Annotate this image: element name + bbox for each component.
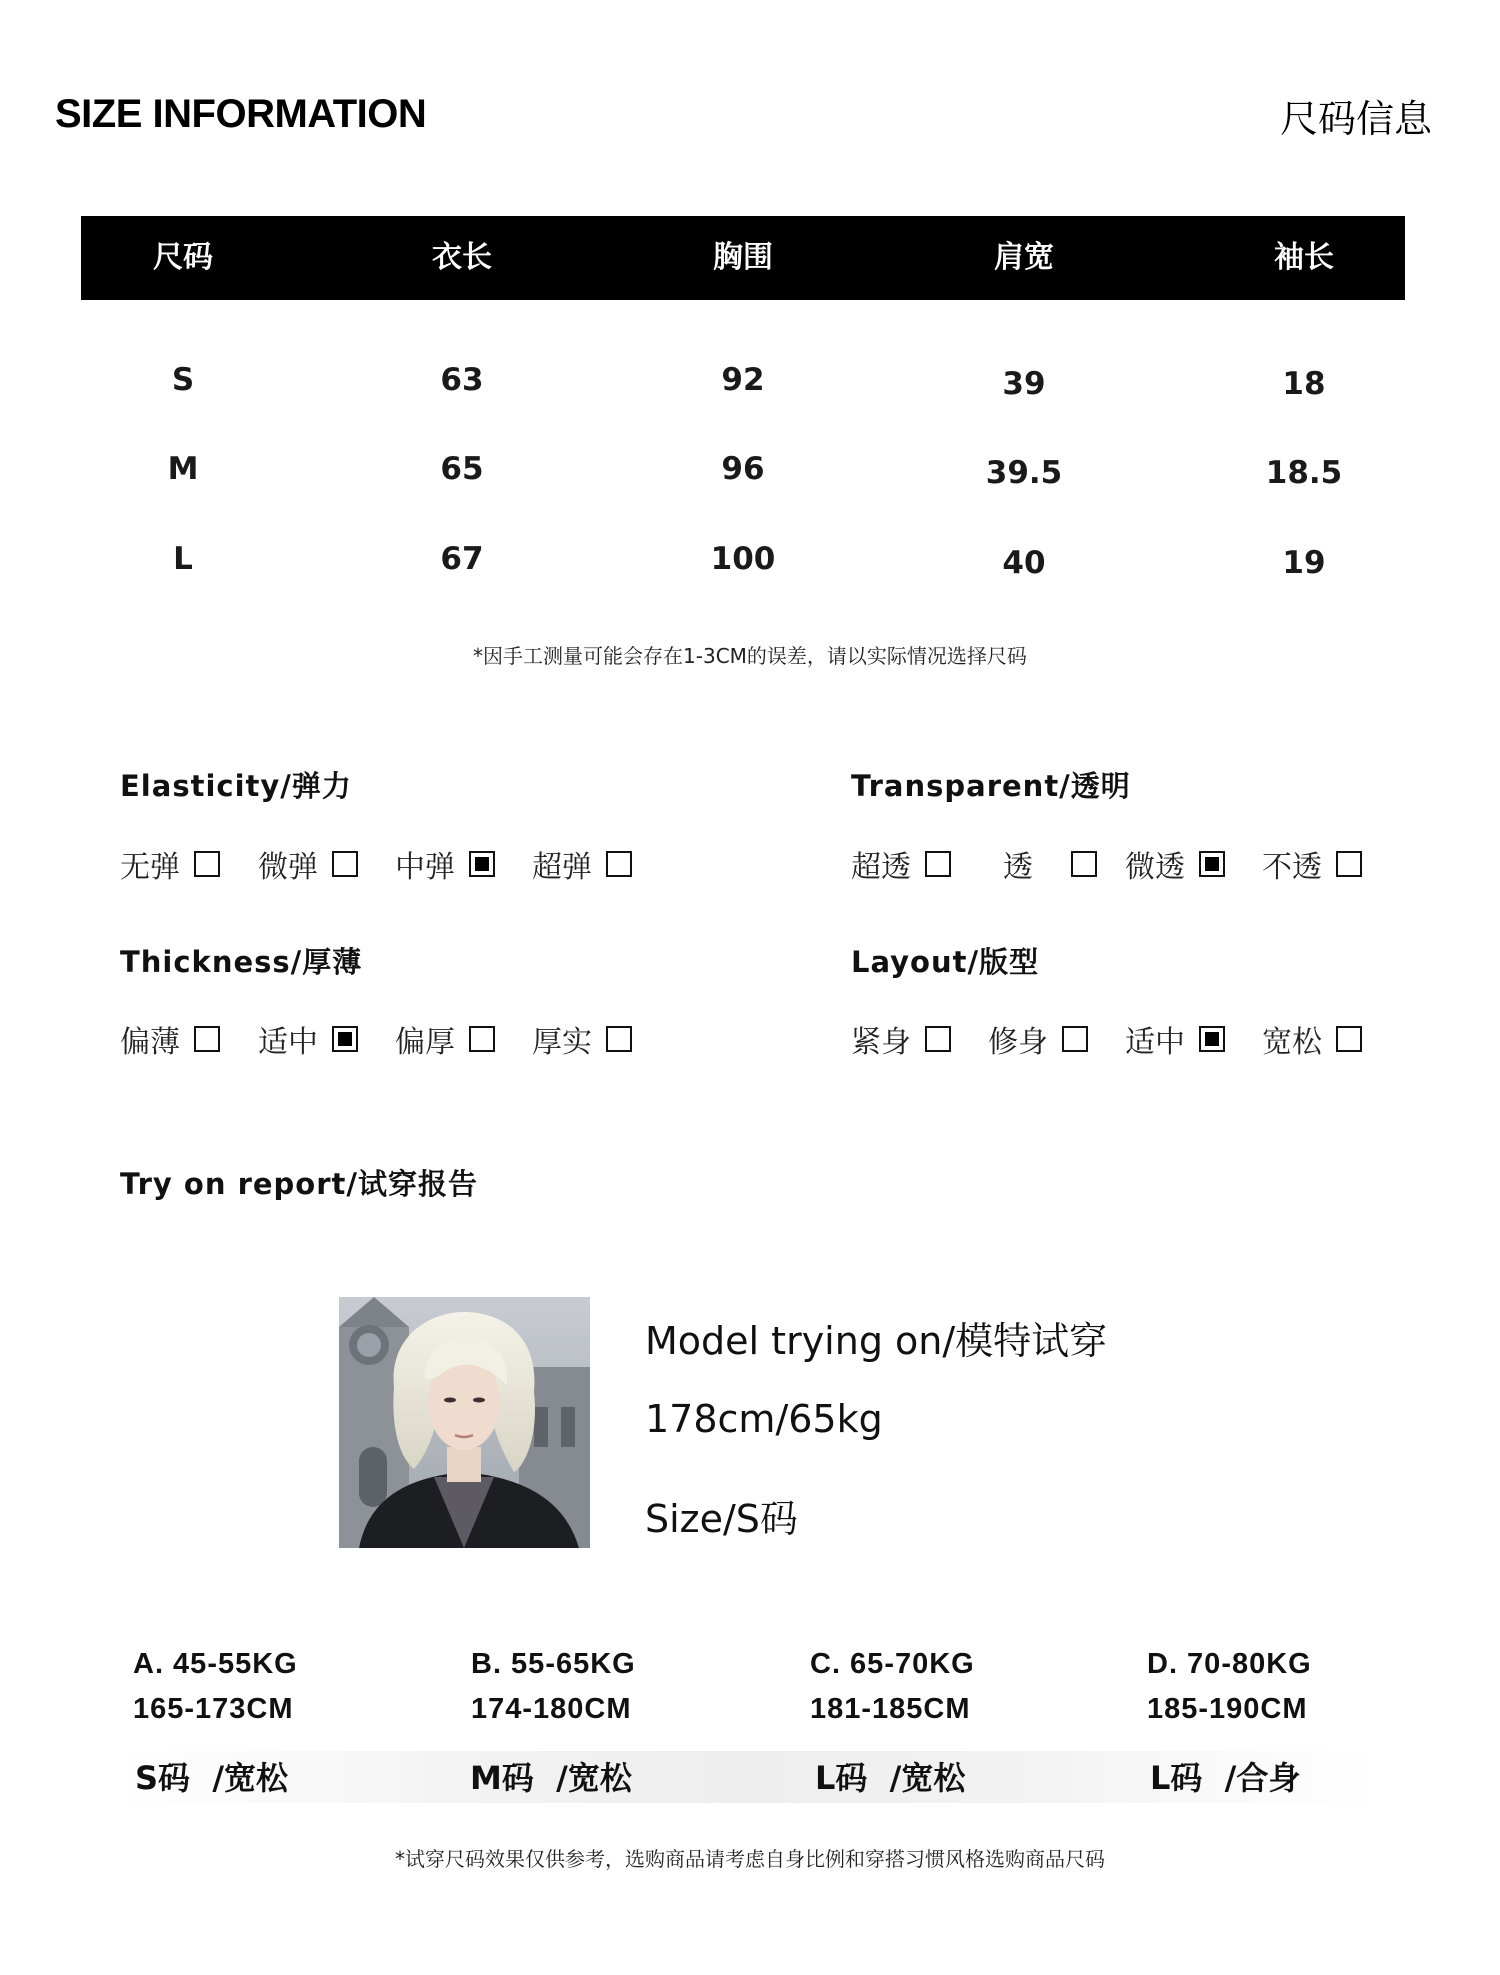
elasticity-option[interactable] (120, 844, 220, 884)
checkbox-empty[interactable] (606, 1026, 632, 1052)
layout-option[interactable] (1262, 1019, 1362, 1059)
size-range-b (471, 1648, 801, 1726)
table-cell: 19 (1282, 545, 1326, 581)
layout-option[interactable] (988, 1019, 1088, 1059)
recommended-size: M码 /宽松 (470, 1759, 632, 1797)
table-cell: 96 (721, 451, 765, 487)
elasticity-option[interactable] (258, 844, 358, 884)
checkbox-empty[interactable] (925, 851, 951, 877)
option-label: 超弹 (532, 850, 592, 885)
checkbox-empty[interactable] (1336, 851, 1362, 877)
height-range: 185-190CM (1147, 1693, 1308, 1725)
elasticity-title: Elasticity/弹力 (120, 769, 352, 803)
thickness-title: Thickness/厚薄 (120, 945, 363, 979)
size-range-c (810, 1648, 1140, 1726)
column-header-sleeve: 袖长 (1274, 240, 1334, 275)
page-title-cn: 尺码信息 (1279, 97, 1432, 141)
measurement-note: *因手工测量可能会存在1-3CM的误差，请以实际情况选择尺码 (473, 644, 1027, 668)
column-header-shoulder: 肩宽 (994, 240, 1054, 275)
checkbox-empty[interactable] (1071, 851, 1097, 877)
table-cell: L (173, 541, 193, 577)
checkbox-checked[interactable] (469, 851, 495, 877)
height-range: 174-180CM (471, 1693, 632, 1725)
layout-options (851, 1019, 1411, 1059)
option-label: 偏厚 (395, 1025, 455, 1060)
table-cell: 63 (440, 362, 484, 398)
checkbox-empty[interactable] (1336, 1026, 1362, 1052)
option-label: 偏薄 (120, 1025, 180, 1060)
table-row (81, 451, 1405, 501)
option-label: 微弹 (258, 850, 318, 885)
thickness-option[interactable] (258, 1019, 358, 1059)
recommended-size: L码 /合身 (1150, 1759, 1301, 1797)
size-range-a (133, 1648, 463, 1726)
checkbox-empty[interactable] (925, 1026, 951, 1052)
page-title-en: SIZE INFORMATION (55, 92, 427, 136)
option-label: 适中 (1125, 1025, 1185, 1060)
table-cell: 39.5 (985, 455, 1063, 491)
checkbox-empty[interactable] (1062, 1026, 1088, 1052)
thickness-option[interactable] (120, 1019, 220, 1059)
recommended-size: S码 /宽松 (135, 1759, 289, 1797)
model-label: Model trying on/模特试穿 (645, 1319, 1108, 1363)
table-cell: 40 (1002, 545, 1046, 581)
table-cell: 18.5 (1265, 455, 1343, 491)
option-label: 适中 (258, 1025, 318, 1060)
option-label: 微透 (1125, 850, 1185, 885)
transparent-option[interactable] (1262, 844, 1362, 884)
height-range: 165-173CM (133, 1693, 294, 1725)
option-label: 厚实 (532, 1025, 592, 1060)
check-mark-icon (1205, 1032, 1219, 1046)
thickness-option[interactable] (395, 1019, 495, 1059)
option-label: 不透 (1262, 850, 1322, 885)
table-cell: 100 (710, 541, 776, 577)
check-mark-icon (1205, 857, 1219, 871)
model-stats: 178cm/65kg (645, 1397, 883, 1441)
layout-option[interactable] (1125, 1019, 1225, 1059)
option-label: 宽松 (1262, 1025, 1322, 1060)
try-on-title: Try on report/试穿报告 (120, 1167, 478, 1201)
transparent-title: Transparent/透明 (851, 769, 1131, 803)
transparent-option[interactable] (1125, 844, 1225, 884)
option-label: 无弹 (120, 850, 180, 885)
model-photo-illustration (339, 1297, 590, 1548)
table-cell: S (171, 362, 195, 398)
elasticity-options (120, 844, 680, 884)
table-row (81, 362, 1405, 412)
checkbox-empty[interactable] (469, 1026, 495, 1052)
transparent-option[interactable] (1003, 844, 1097, 884)
model-size: Size/S码 (645, 1497, 798, 1541)
checkbox-empty[interactable] (332, 851, 358, 877)
weight-range: D. 70-80KG (1147, 1648, 1312, 1680)
recommended-size: L码 /宽松 (815, 1759, 966, 1797)
column-header-length: 衣长 (432, 240, 492, 275)
table-cell: 67 (440, 541, 484, 577)
check-mark-icon (338, 1032, 352, 1046)
transparent-options (851, 844, 1411, 884)
weight-range: A. 45-55KG (133, 1648, 298, 1680)
size-range-d (1147, 1648, 1477, 1726)
option-label: 透 (1003, 850, 1033, 885)
option-label: 修身 (988, 1025, 1048, 1060)
checkbox-checked[interactable] (332, 1026, 358, 1052)
table-row (81, 541, 1405, 591)
thickness-option[interactable] (532, 1019, 632, 1059)
table-cell: 39 (1002, 366, 1046, 402)
table-cell: 18 (1282, 366, 1326, 402)
check-mark-icon (475, 857, 489, 871)
checkbox-checked[interactable] (1199, 1026, 1225, 1052)
checkbox-empty[interactable] (194, 1026, 220, 1052)
checkbox-empty[interactable] (606, 851, 632, 877)
elasticity-option[interactable] (532, 844, 632, 884)
table-cell: 65 (440, 451, 484, 487)
elasticity-option[interactable] (395, 844, 495, 884)
layout-option[interactable] (851, 1019, 951, 1059)
checkbox-empty[interactable] (194, 851, 220, 877)
table-cell: 92 (721, 362, 765, 398)
transparent-option[interactable] (851, 844, 951, 884)
column-header-size: 尺码 (153, 240, 213, 275)
option-label: 中弹 (395, 850, 455, 885)
column-header-chest: 胸围 (713, 240, 773, 275)
option-label: 超透 (851, 850, 911, 885)
option-label: 紧身 (851, 1025, 911, 1060)
height-range: 181-185CM (810, 1693, 971, 1725)
checkbox-checked[interactable] (1199, 851, 1225, 877)
weight-range: B. 55-65KG (471, 1648, 636, 1680)
size-table-header (81, 216, 1405, 300)
table-cell: M (167, 451, 199, 487)
thickness-options (120, 1019, 680, 1059)
weight-range: C. 65-70KG (810, 1648, 975, 1680)
footer-note: *试穿尺码效果仅供参考，选购商品请考虑自身比例和穿搭习惯风格选购商品尺码 (395, 1847, 1105, 1871)
model-photo (339, 1297, 590, 1548)
layout-title: Layout/版型 (851, 945, 1040, 979)
